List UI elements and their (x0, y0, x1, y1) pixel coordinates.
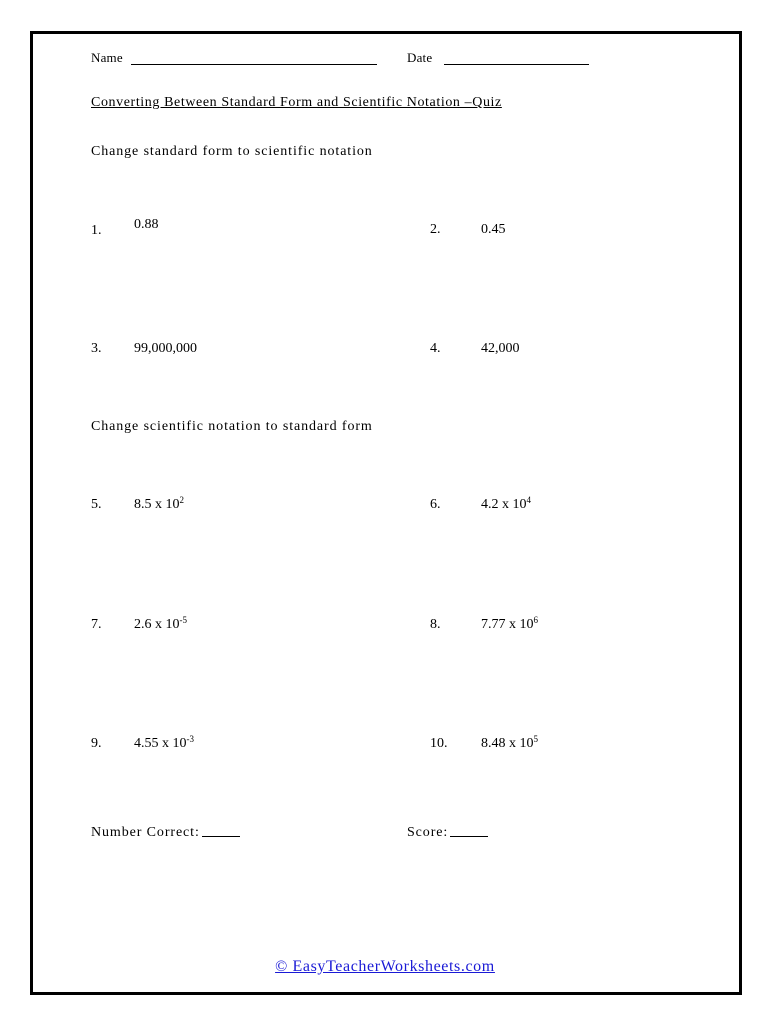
problem-number: 10. (430, 736, 448, 751)
problem-number: 4. (430, 341, 441, 356)
copyright-link[interactable]: © EasyTeacherWorksheets.com (275, 958, 495, 975)
exponent: 2 (179, 495, 184, 505)
score-field[interactable] (450, 824, 488, 837)
exponent: 4 (526, 495, 531, 505)
name-field[interactable] (131, 64, 377, 65)
problem-value: 4.2 x $10^4$ (481, 495, 531, 512)
problem-number: 6. (430, 497, 441, 512)
problem-value: 8.5 x $10^2$ (134, 495, 184, 512)
problem-number: 8. (430, 617, 441, 632)
problem-value: 42,000 (481, 341, 520, 356)
worksheet-border (30, 31, 742, 995)
footer-link-wrapper (0, 958, 770, 976)
problem-number: 1. (91, 223, 102, 238)
problem-value: 99,000,000 (134, 341, 197, 356)
problem-value: 0.88 (134, 217, 159, 232)
problem-number: 7. (91, 617, 102, 632)
problem-number: 3. (91, 341, 102, 356)
page-title: Converting Between Standard Form and Scientific Notation –Quiz (91, 95, 502, 110)
section-heading-standard-to-scientific: Change standard form to scientific notation (91, 144, 373, 159)
problem-number: 5. (91, 497, 102, 512)
name-label: Name (91, 50, 123, 65)
problem-value: 4.55 x $10^{-3}$ (134, 734, 194, 751)
date-label: Date (407, 50, 433, 65)
exponent: -5 (179, 615, 187, 625)
exponent: -3 (186, 734, 194, 744)
problem-value: 8.48 x $10^5$ (481, 734, 538, 751)
date-field[interactable] (444, 64, 589, 65)
problem-value: 7.77 x $10^6$ (481, 615, 538, 632)
number-correct-label: Number Correct: (91, 825, 200, 840)
score-label: Score: (407, 825, 449, 840)
problem-number: 9. (91, 736, 102, 751)
problem-value: 2.6 x $10^{-5}$ (134, 615, 187, 632)
exponent: 5 (533, 734, 538, 744)
number-correct (91, 824, 240, 841)
score (407, 824, 488, 841)
problem-value: 0.45 (481, 222, 506, 237)
number-correct-field[interactable] (202, 824, 240, 837)
section-heading-scientific-to-standard: Change scientific notation to standard form (91, 419, 373, 434)
problem-number: 2. (430, 222, 441, 237)
exponent: 6 (533, 615, 538, 625)
